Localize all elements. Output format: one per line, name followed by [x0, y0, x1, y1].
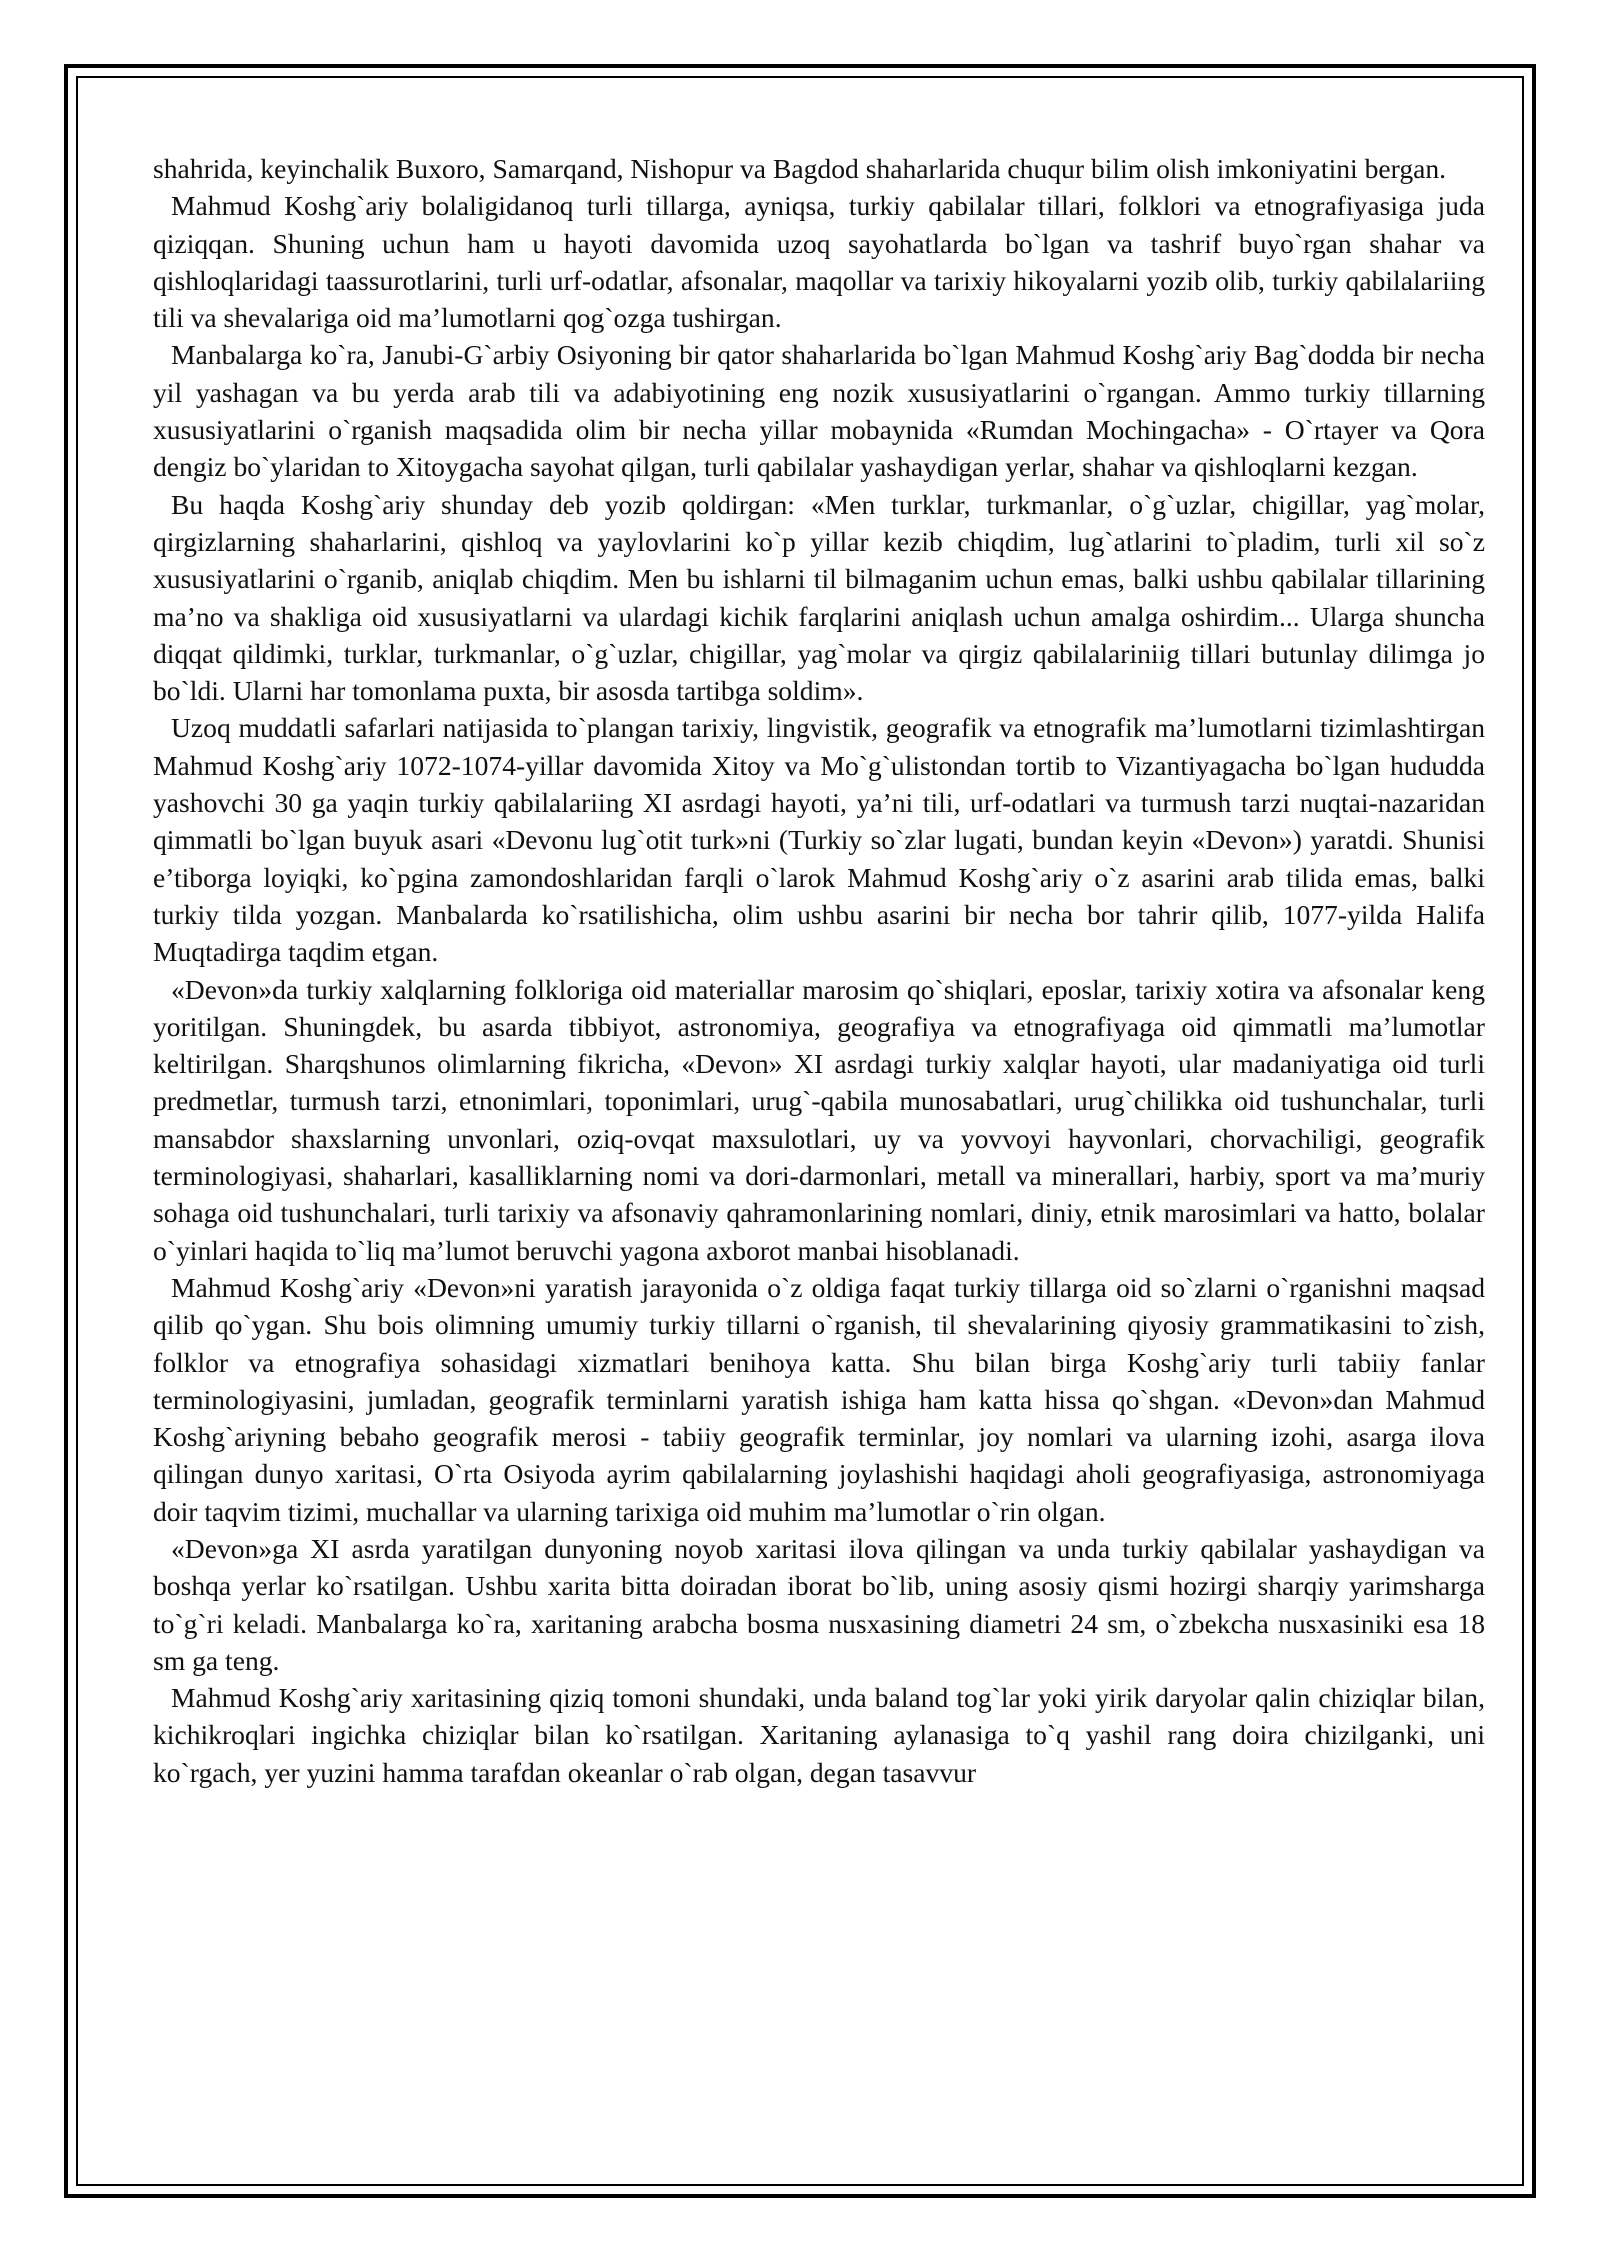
document-body	[153, 150, 1485, 1791]
paragraph-4: Bu haqda Koshg`ariy shunday deb yozib qoldirgan: «Men turklar, turkmanlar, o`g`uzlar, chigillar, yag`molar, qirgizlarning shaharlarini, qishloq va yaylovlarini ko`p yillar kezib chiqdim, lug`atlarini to`pladim, turli xil so`z xususiyatlarini o`rganib, aniqlab chiqdim. Men bu ishlarni til bilmaganim uchun emas, balki ushbu qabilalar tillarining ma’no va shakliga oid xususiyatlarni va ulardagi kichik farqlarini aniqlash uchun amalga oshirdim... Ularga shuncha diqqat qildimki, turklar, turkmanlar, o`g`uzlar, chigillar, yag`molar va qirgiz qabilalariniig tillari butunlay dilimga jo bo`ldi. Ularni har tomonlama puxta, bir asosda tartibga soldim».	[153, 488, 1485, 707]
paragraph-9: Mahmud Koshg`ariy xaritasining qiziq tomoni shundaki, unda baland tog`lar yoki yirik daryolar qalin chiziqlar bilan, kichikroqlari ingichka chiziqlar bilan ko`rsatilgan. Xaritaning aylanasiga to`q yashil rang doira chizilganki, uni ko`rgach, yer yuzini hamma tarafdan okeanlar o`rab olgan, degan tasavvur	[153, 1682, 1485, 1788]
paragraph-5: Uzoq muddatli safarlari natijasida to`plangan tarixiy, lingvistik, geografik va etnografik ma’lumotlarni tizimlashtirgan Mahmud Koshg`ariy 1072-1074-yillar davomida Xitoy va Mo`g`ulistondan tortib to Vizantiyagacha bo`lgan hududda yashovchi 30 ga yaqin turkiy qabilalariing XI asrdagi hayoti, ya’ni tili, urf-odatlari va turmush tarzi nuqtai-nazaridan qimmatli bo`lgan buyuk asari «Devonu lug`otit turk»ni (Turkiy so`zlar lugati, bundan keyin «Devon») yaratdi. Shunisi e’tiborga loyiqki, ko`pgina zamondoshlaridan farqli o`larok Mahmud Koshg`ariy o`z asarini arab tilida emas, balki turkiy tilda yozgan. Manbalarda ko`rsatilishicha, olim ushbu asarini bir necha bor tahrir qilib, 1077-yilda Halifa Muqtadirga taqdim etgan.	[153, 712, 1485, 968]
paragraph-1: shahrida, keyinchalik Buxoro, Samarqand, Nishopur va Bagdod shaharlarida chuqur bilim olish imkoniyatini bergan.	[153, 153, 1447, 184]
paragraph-6: «Devon»da turkiy xalqlarning folkloriga oid materiallar marosim qo`shiqlari, eposlar, tarixiy xotira va afsonalar keng yoritilgan. Shuningdek, bu asarda tibbiyot, astronomiya, geografiya va etnografiyaga oid qimmatli ma’lumotlar keltirilgan. Sharqshunos olimlarning fikricha, «Devon» XI asrdagi turkiy xalqlar hayoti, ular madaniyatiga oid turli predmetlar, turmush tarzi, etnonimlari, toponimlari, urug`-qabila munosabatlari, urug`chilikka oid tushunchalar, turli mansabdor shaxslarning unvonlari, oziq-ovqat maxsulotlari, uy va yovvoyi hayvonlari, chorvachiligi, geografik terminologiyasi, shaharlari, kasalliklarning nomi va dori-darmonlari, metall va minerallari, harbiy, sport va ma’muriy sohaga oid tushunchalari, turli tarixiy va afsonaviy qahramonlarining nomlari, diniy, etnik marosimlari va hatto, bolalar o`yinlari haqida to`liq ma’lumot beruvchi yagona axborot manbai hisoblanadi.	[153, 973, 1485, 1266]
paragraph-2: Mahmud Koshg`ariy bolaligidanoq turli tillarga, ayniqsa, turkiy qabilalar tillari, folklori va etnografiyasiga juda qiziqqan. Shuning uchun ham u hayoti davomida uzoq sayohatlarda bo`lgan va tashrif buyo`rgan shahar va qishloqlaridagi taassurotlarini, turli urf-odatlar, afsonalar, maqollar va tarixiy hikoyalarni yozib olib, turkiy qabilalariing tili va shevalariga oid ma’lumotlarni qog`ozga tushirgan.	[153, 190, 1485, 334]
paragraph-3: Manbalarga ko`ra, Janubi-G`arbiy Osiyoning bir qator shaharlarida bo`lgan Mahmud Koshg`ariy Bag`dodda bir necha yil yashagan va bu yerda arab tili va adabiyotining eng nozik xususiyatlarini o`rgangan. Ammo turkiy tillarning xususiyatlarini o`rganish maqsadida olim bir necha yillar mobaynida «Rumdan Mochingacha» - O`rtayer va Qora dengiz bo`ylaridan to Xitoygacha sayohat qilgan, turli qabilalar yashaydigan yerlar, shahar va qishloqlarni kezgan.	[153, 339, 1485, 483]
paragraph-7: Mahmud Koshg`ariy «Devon»ni yaratish jarayonida o`z oldiga faqat turkiy tillarga oid so`zlarni o`rganishni maqsad qilib qo`ygan. Shu bois olimning umumiy turkiy tillarni o`rganish, til shevalarining qiyosiy grammatikasini to`zish, folklor va etnografiya sohasidagi xizmatlari benihoya katta. Shu bilan birga Koshg`ariy turli tabiiy fanlar terminologiyasini, jumladan, geografik terminlarni yaratish ishiga ham katta hissa qo`shgan. «Devon»dan Mahmud Koshg`ariyning bebaho geografik merosi - tabiiy geografik terminlar, joy nomlari va ularning izohi, asarga ilova qilingan dunyo xaritasi, O`rta Osiyoda ayrim qabilalarning joylashishi haqidagi aholi geografiyasiga, astronomiyaga doir taqvim tizimi, muchallar va ularning tarixiga oid muhim ma’lumotlar o`rin olgan.	[153, 1271, 1485, 1527]
paragraph-8: «Devon»ga XI asrda yaratilgan dunyoning noyob xaritasi ilova qilingan va unda turkiy qabilalar yashaydigan va boshqa yerlar ko`rsatilgan. Ushbu xarita bitta doiradan iborat bo`lib, uning asosiy qismi hozirgi sharqiy yarimsharga to`g`ri keladi. Manbalarga ko`ra, xaritaning arabcha bosma nusxasining diametri 24 sm, o`zbekcha nusxasiniki esa 18 sm ga teng.	[153, 1532, 1485, 1676]
